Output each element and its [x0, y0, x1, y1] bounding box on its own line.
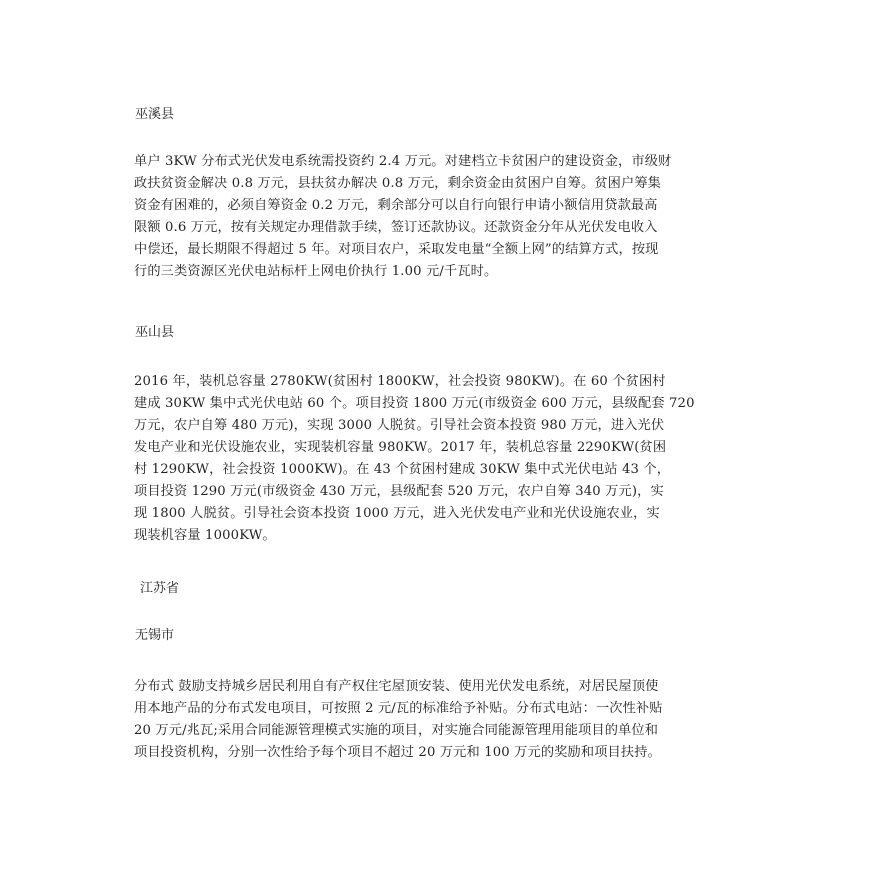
paragraph-line: 用本地产品的分布式发电项目，可按照 2 元/瓦的标准给予补贴。分布式电站：一次性补贴	[134, 701, 663, 716]
heading-wuxi-county: 巫溪县	[135, 107, 175, 122]
paragraph-line: 限额 0.6 万元，按有关规定办理借款手续，签订还款协议。还款资金分年从光伏发电收入	[134, 220, 658, 235]
paragraph-wuxi-city	[134, 676, 754, 764]
paragraph-line: 发电产业和光伏设施农业，实现装机容量 980KW。2017 年，装机总容量 2290KW(贫困	[134, 440, 667, 455]
paragraph-line: 20 万元/兆瓦;采用合同能源管理模式实施的项目，对实施合同能源管理用能项目的单位和	[134, 723, 659, 738]
paragraph-line: 项目投资机构，分别一次性给予每个项目不超过 20 万元和 100 万元的奖励和项目扶持。	[134, 745, 661, 760]
paragraph-line: 行的三类资源区光伏电站标杆上网电价执行 1.00 元/千瓦时。	[134, 264, 498, 279]
paragraph-line: 现 1800 人脱贫。引导社会资本投资 1000 万元，进入光伏发电产业和光伏设施农业，实	[134, 506, 660, 521]
paragraph-line: 政扶贫资金解决 0.8 万元，县扶贫办解决 0.8 万元，剩余资金由贫困户自筹。贫困户筹集	[134, 176, 662, 191]
heading-wuxi-city: 无锡市	[135, 628, 175, 643]
paragraph-wuxi-county	[134, 151, 754, 283]
paragraph-line: 现装机容量 1000KW。	[134, 528, 276, 543]
paragraph-wushan-county	[134, 371, 754, 547]
paragraph-line: 项目投资 1290 万元(市级资金 430 万元，县级配套 520 万元，农户自筹 340 万元)，实	[134, 484, 664, 499]
paragraph-line: 2016 年，装机总容量 2780KW(贫困村 1800KW，社会投资 980KW)。在 60 个贫困村	[134, 374, 666, 389]
heading-wushan-county: 巫山县	[135, 325, 175, 340]
paragraph-line: 村 1290KW，社会投资 1000KW)。在 43 个贫困村建成 30KW 集中式光伏电站 43 个，	[134, 462, 671, 477]
paragraph-line: 中偿还，最长期限不得超过 5 年。对项目农户，采取发电量“全额上网”的结算方式，按现	[134, 242, 659, 257]
paragraph-line: 单户 3KW 分布式光伏发电系统需投资约 2.4 万元。对建档立卡贫困户的建设资金，市级财	[134, 154, 672, 169]
paragraph-line: 分布式 鼓励支持城乡居民利用自有产权住宅屋顶安装、使用光伏发电系统，对居民屋顶使	[134, 679, 659, 694]
heading-jiangsu-province: 江苏省	[140, 581, 180, 596]
paragraph-line: 建成 30KW 集中式光伏电站 60 个。项目投资 1800 万元(市级资金 600 万元，县级配套 720	[134, 396, 695, 411]
paragraph-line: 资金有困难的，必须自筹资金 0.2 万元，剩余部分可以自行向银行申请小额信用贷款最高	[134, 198, 658, 213]
paragraph-line: 万元，农户自筹 480 万元)，实现 3000 人脱贫。引导社会资本投资 980 万元，进入光伏	[134, 418, 665, 433]
